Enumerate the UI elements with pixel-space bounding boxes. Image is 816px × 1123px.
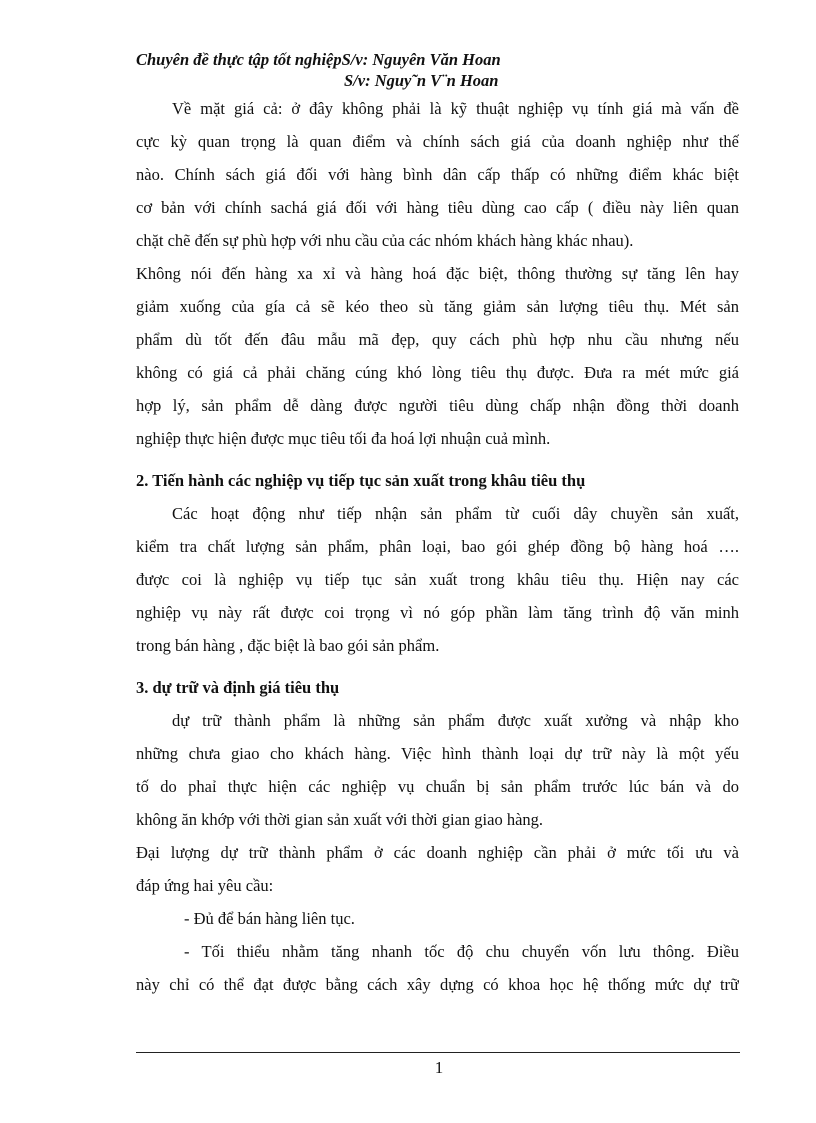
- section-heading-3: 3. dự trữ và định giá tiêu thụ: [136, 678, 340, 697]
- text-line: những chưa giao cho khách hàng. Việc hình thành loại dự trữ này là một yếu: [136, 744, 739, 763]
- text-line: Về mặt giá cả: ở đây không phải là kỹ thuật nghiệp vụ tính giá mà vấn đề: [172, 99, 739, 118]
- paragraph-inventory: [136, 704, 739, 836]
- text-line: giảm xuống của gía cả sẽ kéo theo sù tăng giảm sản lượng tiêu thụ. Mét sản: [136, 297, 739, 316]
- paragraph-price: [136, 92, 739, 257]
- text-line: dự trữ thành phẩm là những sản phẩm được xuất xưởng và nhập kho: [172, 711, 739, 730]
- page-body: [136, 92, 739, 1001]
- paragraph-continued-production: [136, 497, 739, 662]
- paragraph-inventory-requirements: [136, 836, 739, 902]
- page-number: 1: [434, 1058, 444, 1077]
- text-line: nào. Chính sách giá đối với hàng bình dân cấp thấp có những điểm khác biệt: [136, 165, 739, 184]
- running-header-title: Chuyên đề thực tập tốt nghiệpS/v: Nguyên Văn Hoan: [136, 50, 501, 69]
- text-line: - Tối thiểu nhằm tăng nhanh tốc độ chu chuyển vốn lưu thông. Điều: [184, 942, 739, 961]
- text-line: Các hoạt động như tiếp nhận sản phẩm từ cuối dây chuyền sản xuất,: [172, 504, 739, 523]
- footer-divider: [136, 1052, 740, 1053]
- text-line: đáp ứng hai yêu cầu:: [136, 876, 274, 895]
- section-heading-2: 2. Tiến hành các nghiệp vụ tiếp tục sản xuất trong khâu tiêu thụ: [136, 471, 586, 490]
- text-line: tố do phaỉ thực hiện các nghiệp vụ chuẩn bị sản phẩm trước lúc bán và do: [136, 777, 739, 796]
- text-line: kiểm tra chất lượng sản phẩm, phân loại, bao gói ghép đồng bộ hàng hoá ….: [136, 537, 739, 556]
- text-line: cơ bản với chính sachá giá đối với hàng tiêu dùng cao cấp ( điều này liên quan: [136, 198, 739, 217]
- text-line: trong bán hàng , đặc biệt là bao gói sản phẩm.: [136, 636, 440, 655]
- text-line: phẩm dù tốt đến đâu mẫu mã đẹp, quy cách phù hợp nhu cầu nhưng nếu: [136, 330, 739, 349]
- text-line: Đại lượng dự trữ thành phẩm ở các doanh nghiệp cần phải ở mức tối ưu và: [136, 843, 739, 862]
- bullet-item-minimum: [136, 935, 739, 1001]
- text-line: không ăn khớp với thời gian sản xuất với thời gian giao hàng.: [136, 810, 544, 829]
- text-line: cực kỳ quan trọng là quan điểm và chính sách giá của doanh nghiệp như thế: [136, 132, 739, 151]
- text-line: không có giá cả phải chăng cúng khó lòng tiêu thụ được. Đưa ra mét mức giá: [136, 363, 739, 382]
- text-line: nghiệp vụ này rất được coi trọng vì nó góp phần làm tăng trình độ văn minh: [136, 603, 739, 622]
- bullet-item: - Đủ để bán hàng liên tục.: [184, 909, 355, 928]
- text-line: hợp lý, sản phẩm dễ dàng được người tiêu dùng chấp nhận đồng thời doanh: [136, 396, 739, 415]
- text-line: này chỉ có thể đạt được bằng cách xây dựng có khoa học hệ thống mức dự trữ: [136, 975, 739, 994]
- text-line: chặt chẽ đến sự phù hợp với nhu cầu của các nhóm khách hàng khác nhau).: [136, 231, 634, 250]
- text-line: Không nói đến hàng xa xỉ và hàng hoá đặc biệt, thông thường sự tăng lên hay: [136, 264, 739, 283]
- text-line: nghiệp thực hiện được mục tiêu tối đa hoá lợi nhuận cuả mình.: [136, 429, 551, 448]
- running-header-author: S/v: Nguy˜n V¨n Hoan: [344, 71, 499, 90]
- paragraph-price-effect: [136, 257, 739, 455]
- text-line: được coi là nghiệp vụ tiếp tục sản xuất trong khâu tiêu thụ. Hiện nay các: [136, 570, 739, 589]
